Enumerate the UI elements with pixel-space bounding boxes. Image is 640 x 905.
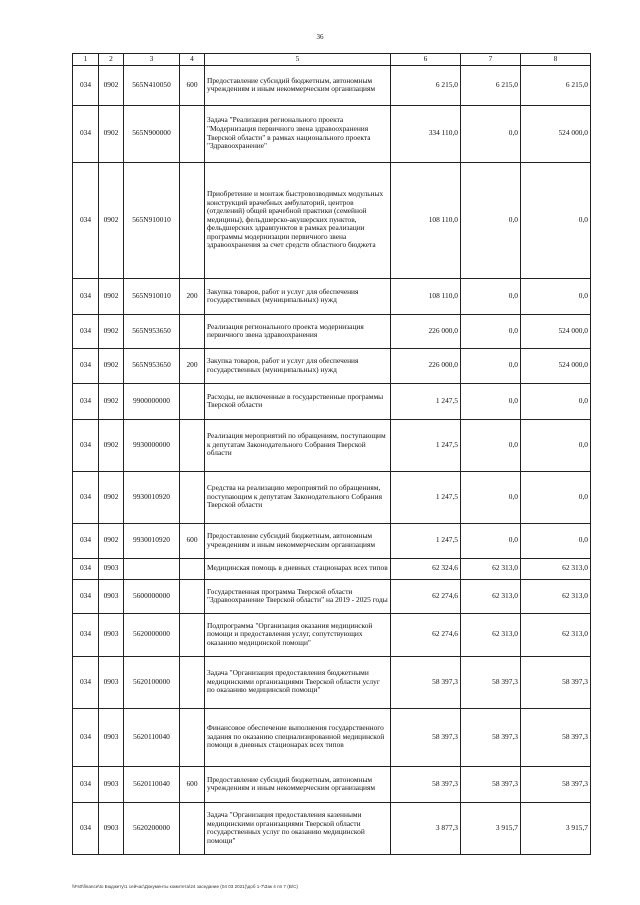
row-section-code: 0903 [99, 558, 124, 579]
row-amount-col8: 524 000,0 [521, 314, 591, 348]
row-amount-col6: 226 000,0 [391, 348, 461, 383]
row-amount-col8: 524 000,0 [521, 348, 591, 383]
row-target-article: 565N900000 [124, 105, 180, 162]
row-amount-col8: 0,0 [521, 383, 591, 419]
row-section-code: 0902 [99, 278, 124, 314]
row-amount-col8: 0,0 [521, 419, 591, 471]
header-cell: 6 [391, 54, 461, 66]
table-row [73, 708, 591, 766]
row-expense-type [180, 314, 205, 348]
table-row [73, 65, 591, 105]
row-expense-type: 600 [180, 766, 205, 802]
table-row [73, 419, 591, 471]
row-ministry-code: 034 [73, 579, 99, 613]
row-target-article: 565N910010 [124, 162, 180, 278]
row-expense-type [180, 419, 205, 471]
budget-table [72, 53, 591, 855]
row-amount-col7: 0,0 [461, 471, 521, 523]
row-target-article: 5620200000 [124, 802, 180, 854]
row-ministry-code: 034 [73, 348, 99, 383]
row-ministry-code: 034 [73, 65, 99, 105]
row-amount-col6: 1 247,5 [391, 523, 461, 558]
row-target-article: 5620110040 [124, 708, 180, 766]
row-amount-col7: 3 915,7 [461, 802, 521, 854]
row-section-code: 0903 [99, 613, 124, 656]
row-expense-type [180, 162, 205, 278]
row-amount-col6: 334 110,0 [391, 105, 461, 162]
row-amount-col8: 62 313,0 [521, 558, 591, 579]
row-description: Предоставление субсидий бюджетным, автономным учреждениям и иным некоммерческим организациям [205, 523, 391, 558]
header-cell: 4 [180, 54, 205, 66]
row-expense-type [180, 708, 205, 766]
row-target-article: 5600000000 [124, 579, 180, 613]
row-amount-col8: 58 397,3 [521, 766, 591, 802]
row-amount-col7: 0,0 [461, 523, 521, 558]
row-description: Подпрограмма "Организация оказания медицинской помощи и предоставления услуг, сопутствующих оказанию медицинской помощи" [205, 613, 391, 656]
row-target-article: 5620100000 [124, 656, 180, 708]
row-expense-type [180, 105, 205, 162]
row-amount-col7: 0,0 [461, 162, 521, 278]
row-target-article: 565N953650 [124, 348, 180, 383]
row-amount-col8: 524 000,0 [521, 105, 591, 162]
row-section-code: 0903 [99, 802, 124, 854]
row-description: Закупка товаров, работ и услуг для обеспечения государственных (муниципальных) нужд [205, 348, 391, 383]
row-ministry-code: 034 [73, 419, 99, 471]
row-ministry-code: 034 [73, 162, 99, 278]
row-section-code: 0903 [99, 708, 124, 766]
row-target-article: 565N410050 [124, 65, 180, 105]
row-target-article [124, 558, 180, 579]
row-section-code: 0902 [99, 383, 124, 419]
row-description: Средства на реализацию мероприятий по обращениям, поступающим к депутатам Законодательного Собрания Тверской области [205, 471, 391, 523]
row-target-article: 5620110040 [124, 766, 180, 802]
row-amount-col7: 0,0 [461, 348, 521, 383]
row-amount-col8: 0,0 [521, 523, 591, 558]
row-expense-type [180, 613, 205, 656]
row-section-code: 0902 [99, 314, 124, 348]
row-amount-col7: 0,0 [461, 314, 521, 348]
table-row [73, 383, 591, 419]
row-section-code: 0902 [99, 65, 124, 105]
row-amount-col6: 226 000,0 [391, 314, 461, 348]
row-expense-type [180, 802, 205, 854]
row-amount-col6: 58 397,3 [391, 656, 461, 708]
row-description: Медицинская помощь в дневных стационарах всех типов [205, 558, 391, 579]
row-ministry-code: 034 [73, 383, 99, 419]
row-section-code: 0903 [99, 766, 124, 802]
row-amount-col7: 58 397,3 [461, 766, 521, 802]
row-section-code: 0902 [99, 348, 124, 383]
row-amount-col6: 1 247,5 [391, 383, 461, 419]
row-amount-col7: 62 313,0 [461, 613, 521, 656]
header-cell: 3 [124, 54, 180, 66]
row-expense-type [180, 558, 205, 579]
row-ministry-code: 034 [73, 613, 99, 656]
row-amount-col6: 62 274,6 [391, 613, 461, 656]
row-target-article: 565N910010 [124, 278, 180, 314]
row-amount-col7: 0,0 [461, 419, 521, 471]
row-target-article: 9930010920 [124, 471, 180, 523]
table-row [73, 802, 591, 854]
table-row [73, 471, 591, 523]
row-expense-type: 200 [180, 278, 205, 314]
row-section-code: 0902 [99, 471, 124, 523]
row-amount-col8: 0,0 [521, 278, 591, 314]
row-description: Закупка товаров, работ и услуг для обеспечения государственных (муниципальных) нужд [205, 278, 391, 314]
row-expense-type [180, 383, 205, 419]
row-description: Государственная программа Тверской области "Здравоохранение Тверской области" на 2019 - 2025 годы [205, 579, 391, 613]
row-amount-col7: 58 397,3 [461, 656, 521, 708]
page-number: 36 [316, 33, 324, 41]
row-ministry-code: 034 [73, 471, 99, 523]
row-amount-col6: 108 110,0 [391, 162, 461, 278]
header-cell: 1 [73, 54, 99, 66]
row-ministry-code: 034 [73, 523, 99, 558]
row-ministry-code: 034 [73, 105, 99, 162]
row-amount-col8: 0,0 [521, 162, 591, 278]
row-amount-col7: 62 313,0 [461, 579, 521, 613]
row-ministry-code: 034 [73, 802, 99, 854]
header-cell: 7 [461, 54, 521, 66]
row-amount-col8: 3 915,7 [521, 802, 591, 854]
row-description: Задача "Реализация регионального проекта "Модернизация первичного звена здравоохранения Тверской области" в рамках национального проекта "Здравоохранение" [205, 105, 391, 162]
row-amount-col6: 62 324,6 [391, 558, 461, 579]
header-cell: 2 [99, 54, 124, 66]
row-section-code: 0902 [99, 162, 124, 278]
row-description: Задача "Организация предоставления казенными медицинскими организациями Тверской области государственных услуг по оказанию медицинской помощи" [205, 802, 391, 854]
row-section-code: 0902 [99, 419, 124, 471]
row-description: Предоставление субсидий бюджетным, автономным учреждениям и иным некоммерческим организациям [205, 766, 391, 802]
row-amount-col8: 0,0 [521, 471, 591, 523]
row-ministry-code: 034 [73, 708, 99, 766]
row-amount-col6: 58 397,3 [391, 708, 461, 766]
row-description: Задача "Организация предоставления бюджетными медицинскими организациями Тверской области услуг по оказанию медицинской помощи" [205, 656, 391, 708]
row-amount-col8: 58 397,3 [521, 708, 591, 766]
row-description: Реализация мероприятий по обращениям, поступающим к депутатам Законодательного Собрания Тверской области [205, 419, 391, 471]
row-expense-type: 600 [180, 523, 205, 558]
row-target-article: 5620000000 [124, 613, 180, 656]
row-amount-col6: 1 247,5 [391, 471, 461, 523]
table-row [73, 162, 591, 278]
row-amount-col6: 1 247,5 [391, 419, 461, 471]
row-amount-col7: 58 397,3 [461, 708, 521, 766]
row-amount-col8: 6 215,0 [521, 65, 591, 105]
row-ministry-code: 034 [73, 558, 99, 579]
table-row [73, 314, 591, 348]
row-section-code: 0902 [99, 523, 124, 558]
row-description: Реализация регионального проекта модернизация первичного звена здравоохранения [205, 314, 391, 348]
row-description: Предоставление субсидий бюджетным, автономным учреждениям и иным некоммерческим организациям [205, 65, 391, 105]
row-target-article: 9930000000 [124, 419, 180, 471]
table-row [73, 766, 591, 802]
row-section-code: 0903 [99, 579, 124, 613]
row-amount-col7: 0,0 [461, 105, 521, 162]
row-ministry-code: 034 [73, 314, 99, 348]
row-amount-col6: 6 215,0 [391, 65, 461, 105]
row-ministry-code: 034 [73, 766, 99, 802]
row-amount-col7: 0,0 [461, 383, 521, 419]
header-cell: 8 [521, 54, 591, 66]
row-expense-type [180, 579, 205, 613]
row-amount-col7: 6 215,0 [461, 65, 521, 105]
row-ministry-code: 034 [73, 656, 99, 708]
row-expense-type: 600 [180, 65, 205, 105]
row-description: Расходы, не включенные в государственные программы Тверской области [205, 383, 391, 419]
row-target-article: 9900000000 [124, 383, 180, 419]
footer-file-path: \\Fs0\finance\to Бюджету\1 сейчас\Документы комитета\24 заседание (04 03 2021)\доб 1-7\Зак 4 пп 7 (В/С) [72, 884, 298, 889]
table-row [73, 523, 591, 558]
table-row [73, 105, 591, 162]
row-amount-col8: 62 313,0 [521, 613, 591, 656]
row-section-code: 0903 [99, 656, 124, 708]
row-amount-col8: 62 313,0 [521, 579, 591, 613]
table-row [73, 558, 591, 579]
row-target-article: 9930010920 [124, 523, 180, 558]
row-amount-col6: 3 877,3 [391, 802, 461, 854]
table-row [73, 579, 591, 613]
row-ministry-code: 034 [73, 278, 99, 314]
row-target-article: 565N953650 [124, 314, 180, 348]
row-description: Финансовое обеспечение выполнения государственного задания по оказанию специализированной медицинской помощи в дневных стационарах всех типов [205, 708, 391, 766]
table-row [73, 613, 591, 656]
row-expense-type [180, 656, 205, 708]
row-amount-col6: 108 110,0 [391, 278, 461, 314]
table-row [73, 656, 591, 708]
table-header-row [73, 54, 591, 66]
row-section-code: 0902 [99, 105, 124, 162]
row-description: Приобретение и монтаж быстровозводимых модульных конструкций врачебных амбулаторий, центров (отделений) общей врачебной практики (семейной медицины), фельдшерско-акушерских пунктов, фельдшерских здравпунктов в рамках реализации программы модернизации первичного звена здравоохранения за счет средств областного бюджета [205, 162, 391, 278]
header-cell: 5 [205, 54, 391, 66]
row-amount-col7: 0,0 [461, 278, 521, 314]
row-amount-col8: 58 397,3 [521, 656, 591, 708]
row-expense-type: 200 [180, 348, 205, 383]
table-row [73, 348, 591, 383]
table-row [73, 278, 591, 314]
row-amount-col6: 62 274,6 [391, 579, 461, 613]
row-amount-col7: 62 313,0 [461, 558, 521, 579]
row-amount-col6: 58 397,3 [391, 766, 461, 802]
row-expense-type [180, 471, 205, 523]
